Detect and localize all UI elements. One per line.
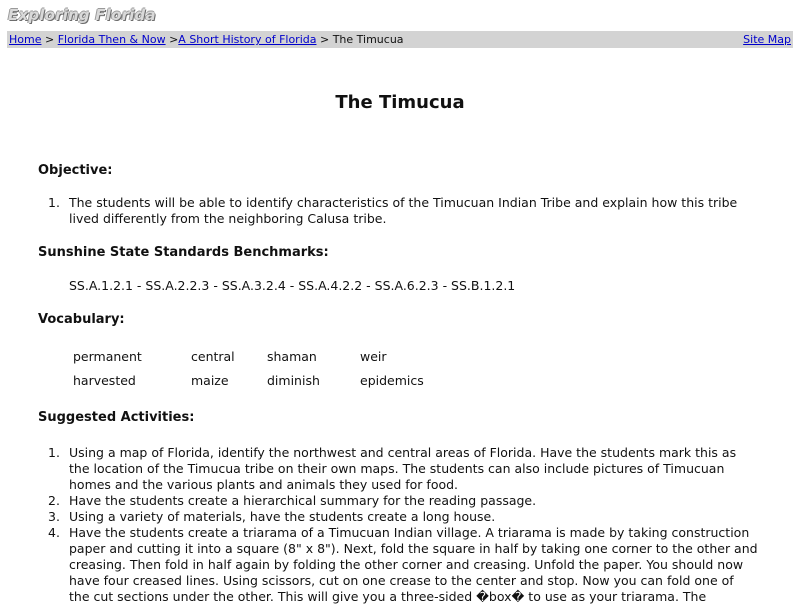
vocab-word: shaman bbox=[267, 349, 317, 364]
vocabulary-heading: Vocabulary: bbox=[38, 312, 125, 327]
objective-text: The students will be able to identify characteristics of the Timucuan Indian Tribe and explain how this tribe lived differently from the neighboring Calusa tribe. bbox=[69, 195, 738, 226]
objective-heading: Objective: bbox=[38, 163, 113, 178]
activities-list bbox=[38, 445, 758, 605]
page-title: The Timucua bbox=[335, 92, 465, 113]
breadcrumb-separator: > bbox=[319, 33, 330, 46]
breadcrumb-short-history-link[interactable]: A Short History of Florida bbox=[178, 33, 317, 46]
breadcrumb bbox=[9, 31, 404, 48]
vocab-word: weir bbox=[360, 349, 387, 364]
vocab-word: diminish bbox=[267, 373, 320, 388]
standards-heading: Sunshine State Standards Benchmarks: bbox=[38, 245, 329, 260]
vocab-word: epidemics bbox=[360, 373, 424, 388]
breadcrumb-separator: > bbox=[44, 33, 55, 46]
activity-text: Have the students create a triarama of a Timucuan Indian village. A triarama is made by taking construction paper and cutting it into a square (8" x 8"). Next, fold the square in half by taking one corner to the other and creasing. Then fold in half again by folding the other corner and creasing. Unfold the paper. You should now have four creased lines. Using scissors, cut on one crease to the center and stop. Now you can fold one of the cut sections under the other. This will give you a three-sided �box� to use as your triarama. The bbox=[69, 525, 758, 604]
benchmarks-text: SS.A.1.2.1 - SS.A.2.2.3 - SS.A.3.2.4 - SS.A.4.2.2 - SS.A.6.2.3 - SS.B.1.2.1 bbox=[69, 278, 516, 293]
activities-heading: Suggested Activities: bbox=[38, 410, 195, 425]
list-item: 3. Using a variety of materials, have the students create a long house. bbox=[48, 509, 496, 524]
site-map-link[interactable]: Site Map bbox=[743, 33, 791, 46]
site-logo[interactable]: Exploring Florida bbox=[8, 6, 156, 24]
breadcrumb-home-link[interactable]: Home bbox=[9, 33, 42, 46]
activity-text: Have the students create a hierarchical summary for the reading passage. bbox=[69, 493, 537, 508]
vocab-word: maize bbox=[191, 373, 229, 388]
list-item: 4. Have the students create a triarama of a Timucuan Indian village. A triarama is made by taking construction paper and cutting it into a square (8" x 8"). Next, fold the square in half by taking one corner to the other and creasing. Then fold in half again by folding the other corner and creasing. Unfold the paper. You should now have four creased lines. Using scissors, cut on one crease to the center and stop. Now you can fold one of the cut sections under the other. This will give you a three-sided �box� to use as your triarama. The bbox=[48, 525, 758, 604]
list-item: 2. Have the students create a hierarchical summary for the reading passage. bbox=[48, 493, 537, 508]
breadcrumb-separator: > bbox=[169, 33, 179, 46]
breadcrumb-current: The Timucua bbox=[332, 33, 404, 46]
vocab-word: permanent bbox=[73, 349, 142, 364]
activity-text: Using a map of Florida, identify the northwest and central areas of Florida. Have the students mark this as the location of the Timucua tribe on their own maps. The students can also include pictures of Timucuan homes and the various plants and animals they used for food. bbox=[69, 445, 737, 492]
site-header bbox=[0, 0, 800, 30]
list-item: 1. Using a map of Florida, identify the northwest and central areas of Florida. Have the students mark this as the location of the Timucua tribe on their own maps. The students can also include pictures of Timucuan homes and the various plants and animals they used for food. bbox=[48, 445, 737, 492]
vocab-word: central bbox=[191, 349, 235, 364]
breadcrumb-florida-then-now-link[interactable]: Florida Then & Now bbox=[57, 33, 166, 46]
vocab-word: harvested bbox=[73, 373, 136, 388]
list-item: 1. The students will be able to identify characteristics of the Timucuan Indian Tribe and explain how this tribe lived differently from the neighboring Calusa tribe. bbox=[48, 195, 738, 226]
activity-text: Using a variety of materials, have the students create a long house. bbox=[69, 509, 496, 524]
objective-list bbox=[38, 195, 758, 227]
breadcrumb-bar bbox=[7, 31, 793, 48]
